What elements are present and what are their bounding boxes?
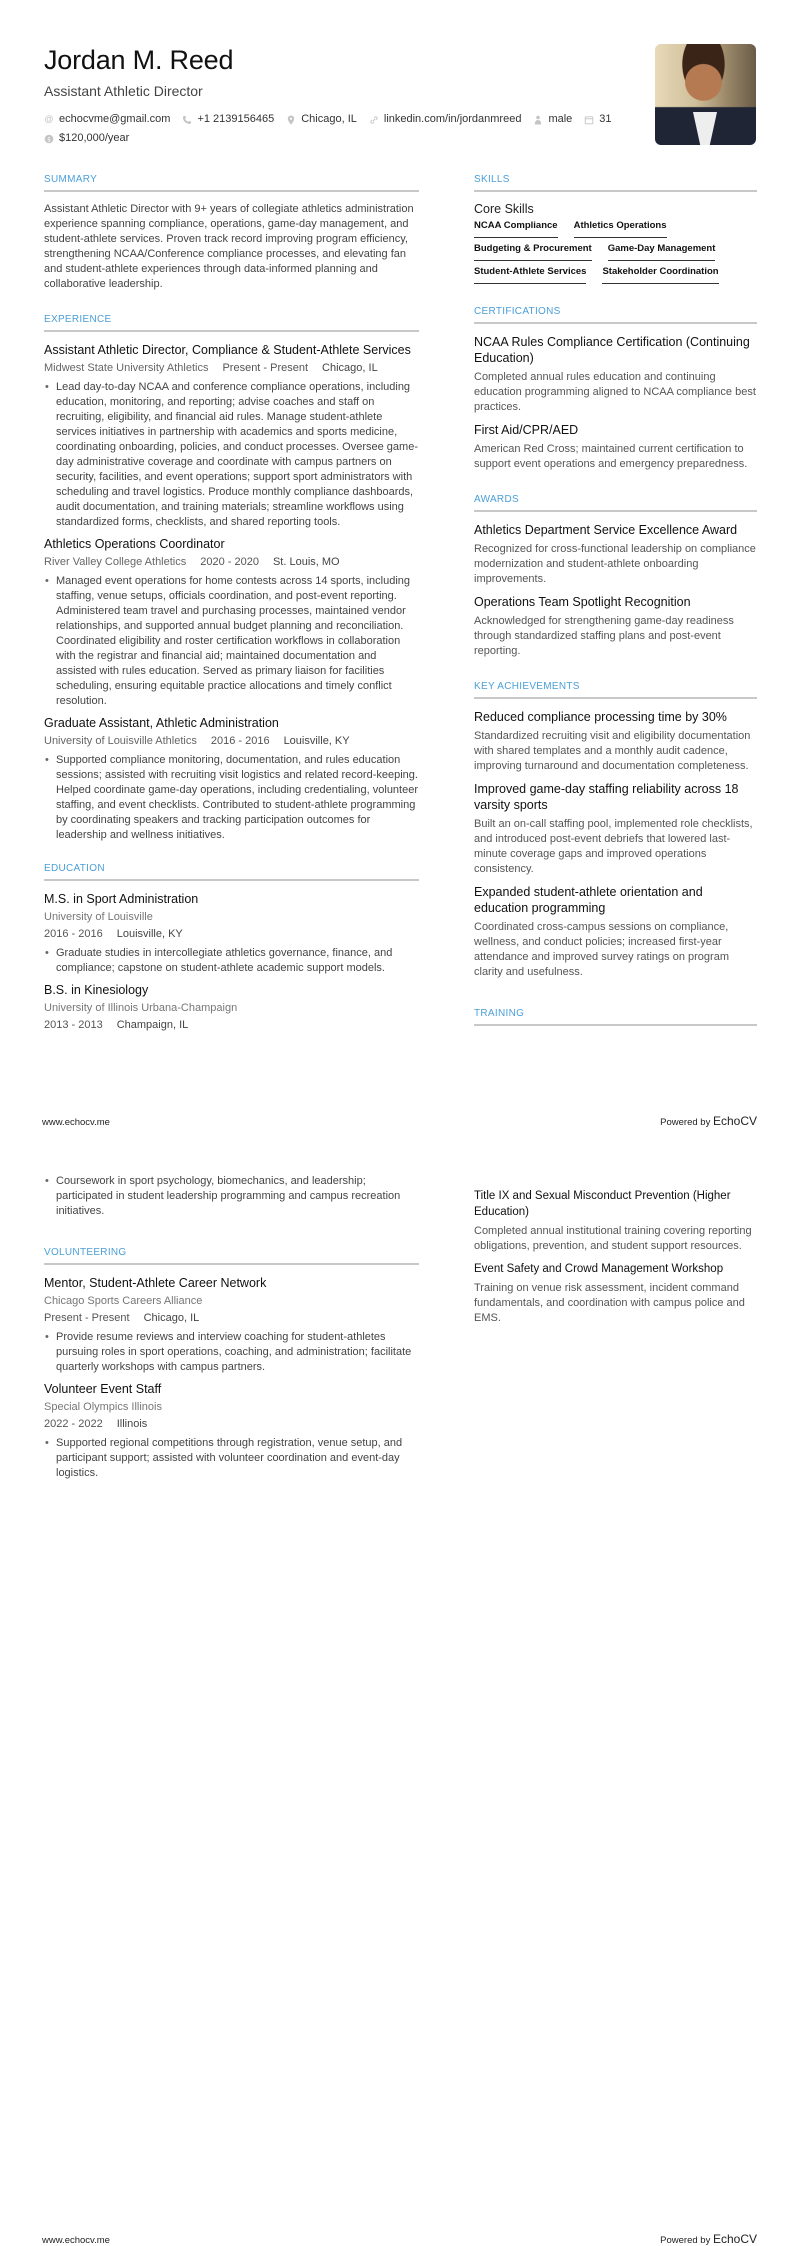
degree: M.S. in Sport Administration: [44, 892, 199, 906]
training-list: [474, 1188, 757, 1326]
money-icon: [44, 134, 54, 144]
job-meta: [44, 555, 419, 570]
skills-list: [474, 220, 757, 284]
summary-text: Assistant Athletic Director with 9+ years of collegiate athletics administration experience spanning compliance, operations, game-day management, and student-athlete services. Proven track record improving program efficiency, strengthening NCAA/Conference compliance processes, and elevating fan and student-athlete experiences through data-informed planning and collaborative leadership.: [44, 203, 414, 290]
education-entry: [44, 891, 419, 976]
achievement-desc: Coordinated cross-campus sessions on compliance, wellness, and conduct policies; increased first-year attendance and improved survey ratings on program clarity and usefulness.: [474, 921, 729, 978]
skill-chip: Game-Day Management: [608, 243, 716, 261]
volunteer-role: Volunteer Event Staff: [44, 1382, 162, 1396]
job-title: Graduate Assistant, Athletic Administration: [44, 716, 279, 730]
resume-page-2: [0, 1124, 794, 2246]
volunteer-dates: Present - Present: [44, 1312, 130, 1324]
summary-section: [44, 174, 419, 292]
skill-chip: Budgeting & Procurement: [474, 243, 592, 261]
experience-entry: [44, 342, 419, 530]
achievement-title: Improved game-day staffing reliability across 18 varsity sports: [474, 782, 739, 812]
education-meta: [44, 1018, 419, 1033]
echocv-brand[interactable]: EchoCV: [712, 1114, 757, 1128]
candidate-title: Assistant Athletic Director: [44, 83, 203, 99]
achievement-desc: Standardized recruiting visit and eligibility documentation with shared templates and a monthly audit cadence, improving turnaround and documentation completeness.: [474, 730, 751, 772]
certifications-section: [474, 306, 757, 472]
section-heading: SUMMARY: [44, 174, 419, 192]
education-entry: [44, 982, 419, 1033]
section-heading: AWARDS: [474, 494, 757, 512]
education-location: Champaign, IL: [116, 1019, 189, 1031]
skills-section: [474, 174, 757, 284]
right-column-continued: [474, 1188, 757, 1333]
left-column: [44, 174, 419, 1055]
skill-chip: Student-Athlete Services: [474, 266, 586, 284]
contact-email[interactable]: @ echocvme@gmail.com: [44, 113, 171, 125]
award-title: Athletics Department Service Excellence Award: [474, 523, 738, 537]
candidate-name: Jordan M. Reed: [44, 45, 234, 75]
contact-location: Chicago, IL: [286, 110, 357, 129]
experience-section: [44, 314, 419, 843]
volunteering-entry: [44, 1381, 419, 1481]
footer-website[interactable]: www.echocv.me: [42, 2235, 110, 2246]
job-meta: [44, 734, 419, 749]
achievement-title: Reduced compliance processing time by 30%: [474, 710, 727, 724]
echocv-brand[interactable]: EchoCV: [712, 2232, 757, 2246]
phone-icon: [182, 115, 192, 125]
job-dates: 2020 - 2020: [200, 556, 259, 568]
calendar-icon: [584, 115, 594, 125]
degree: B.S. in Kinesiology: [44, 983, 149, 997]
education-bullet: • Graduate studies in intercollegiate athletics governance, finance, and compliance; capstone on student-athlete academic support models.: [44, 946, 419, 976]
achievements-section: [474, 681, 757, 980]
section-heading: KEY ACHIEVEMENTS: [474, 681, 757, 699]
volunteer-role: Mentor, Student-Athlete Career Network: [44, 1276, 267, 1290]
job-bullet: • Managed event operations for home contests across 14 sports, including staffing, venue setups, officials coordination, and post-event reporting. Administered team travel and purchasing processes, maintained vendor relationships, and supported annual budget planning and reconciliation. Coordinated eligibility and roster certification workflows in collaboration with the registrar and financial aid; maintained documentation and assisted with rules education. Served as primary liaison for facilities scheduling, ensuring equitable practice allocations and timely conflict resolution.: [44, 574, 419, 709]
left-column-continued: [44, 1174, 419, 1503]
experience-entry: [44, 536, 419, 709]
volunteer-dates: 2022 - 2022: [44, 1418, 103, 1430]
right-column: [474, 174, 757, 1048]
award-title: Operations Team Spotlight Recognition: [474, 595, 691, 609]
volunteer-bullet: • Provide resume reviews and interview coaching for student-athletes pursuing roles in sport operations, coaching, and administration; facilitate quarterly workshops with campus partners.: [44, 1330, 419, 1375]
volunteer-org: Chicago Sports Careers Alliance: [44, 1295, 203, 1307]
volunteer-location: Illinois: [116, 1418, 148, 1430]
school: University of Louisville: [44, 911, 153, 923]
section-heading: SKILLS: [474, 174, 757, 192]
at-icon: @: [44, 114, 54, 124]
volunteer-org: Special Olympics Illinois: [44, 1401, 162, 1413]
section-heading: EDUCATION: [44, 863, 419, 881]
volunteer-meta: [44, 1311, 419, 1326]
education-dates: 2013 - 2013: [44, 1019, 103, 1031]
person-icon: [533, 115, 543, 125]
training-desc: Training on venue risk assessment, incident command fundamentals, and coordination with campus police and EMS.: [474, 1282, 745, 1324]
svg-text:$: $: [47, 135, 51, 143]
job-location: St. Louis, MO: [272, 556, 340, 568]
contact-phone[interactable]: +1 2139156465: [182, 110, 274, 129]
job-bullet: • Lead day-to-day NCAA and conference compliance operations, including education, monitoring, and reporting; advise coaches and staff on recruiting, eligibility, and financial aid rules. Manage student-athlete services initiatives in partnership with academics and sports medicine, coordinating onboarding, policies, and conduct processes. Oversee game-day administrative coverage and coordinate with campus partners on security, facilities, and event operations; support sport administrators with scheduling and travel logistics. Produce monthly compliance dashboards, audit documentation, and training materials; streamline workflows using standardized forms, checklists, and shared reporting tools.: [44, 380, 419, 530]
contact-salary: $ $120,000/year: [44, 129, 129, 148]
education-continued: [44, 1174, 419, 1219]
certification-title: First Aid/CPR/AED: [474, 423, 579, 437]
education-section: [44, 863, 419, 1033]
contact-gender: male: [533, 110, 572, 129]
achievement-title: Expanded student-athlete orientation and education programming: [474, 885, 703, 915]
experience-entry: [44, 715, 419, 843]
volunteer-location: Chicago, IL: [143, 1312, 200, 1324]
training-title: Title IX and Sexual Misconduct Prevention (Higher Education): [474, 1190, 731, 1218]
education-dates: 2016 - 2016: [44, 928, 103, 940]
certification-desc: Completed annual rules education and continuing education programming aligned to NCAA compliance best practices.: [474, 371, 756, 413]
page-footer: [42, 2232, 757, 2246]
education-bullet: • Coursework in sport psychology, biomechanics, and leadership; participated in student leadership programming and campus recreation initiatives.: [44, 1174, 419, 1219]
contact-linkedin[interactable]: linkedin.com/in/jordanmreed: [369, 110, 522, 129]
profile-photo: [655, 44, 756, 145]
training-title: Event Safety and Crowd Management Workshop: [474, 1263, 724, 1275]
training-desc: Completed annual institutional training covering reporting obligations, prevention, and student support resources.: [474, 1225, 752, 1252]
job-dates: Present - Present: [222, 362, 309, 374]
volunteer-meta: [44, 1417, 419, 1432]
school: University of Illinois Urbana-Champaign: [44, 1002, 238, 1014]
education-meta: [44, 927, 419, 942]
award-desc: Acknowledged for strengthening game-day readiness through standardized staffing plans and post-event reporting.: [474, 615, 734, 657]
volunteering-entry: [44, 1275, 419, 1375]
job-location: Chicago, IL: [322, 362, 378, 374]
skill-chip: Athletics Operations: [574, 220, 667, 238]
skill-chip: NCAA Compliance: [474, 220, 558, 238]
job-title: Assistant Athletic Director, Compliance & Student-Athlete Services: [44, 343, 411, 357]
volunteer-bullet: • Supported regional competitions through registration, venue setup, and participant support; assisted with volunteer coordination and event-day logistics.: [44, 1436, 419, 1481]
awards-section: [474, 494, 757, 659]
achievement-desc: Built an on-call staffing pool, implemented role checklists, and introduced post-event debriefs that lowered last-minute coverage gaps and improved operations consistency.: [474, 818, 753, 875]
location-pin-icon: [286, 115, 296, 125]
job-location: Louisville, KY: [283, 735, 350, 747]
job-title: Athletics Operations Coordinator: [44, 537, 225, 551]
skill-chip: Stakeholder Coordination: [602, 266, 718, 284]
contact-list: [44, 110, 644, 148]
award-desc: Recognized for cross-functional leadership on compliance modernization and student-athlete onboarding improvements.: [474, 543, 756, 585]
certification-desc: American Red Cross; maintained current certification to support event operations and emergency preparedness.: [474, 443, 748, 470]
footer-powered-by: Powered by EchoCV: [660, 1114, 757, 1128]
employer: University of Louisville Athletics: [44, 735, 197, 747]
education-location: Louisville, KY: [116, 928, 183, 940]
section-heading: EXPERIENCE: [44, 314, 419, 332]
employer: River Valley College Athletics: [44, 556, 187, 568]
section-heading: VOLUNTEERING: [44, 1247, 419, 1265]
volunteering-section: [44, 1247, 419, 1481]
section-heading: CERTIFICATIONS: [474, 306, 757, 324]
section-heading: TRAINING: [474, 1008, 757, 1026]
footer-website[interactable]: www.echocv.me: [42, 1117, 110, 1128]
link-icon: [369, 115, 379, 125]
resume-header: [44, 44, 644, 148]
job-dates: 2016 - 2016: [210, 735, 270, 747]
training-section: [474, 1008, 757, 1026]
job-meta: [44, 361, 419, 376]
contact-age: 31: [584, 110, 611, 129]
employer: Midwest State University Athletics: [44, 362, 209, 374]
certification-title: NCAA Rules Compliance Certification (Continuing Education): [474, 335, 750, 365]
footer-powered-by: Powered by EchoCV: [660, 2232, 757, 2246]
skills-group-title: Core Skills: [474, 202, 534, 216]
job-bullet: • Supported compliance monitoring, documentation, and rules education sessions; assisted with recruiting visit logistics and related record-keeping. Helped coordinate game-day operations, including credentialing, volunteer staffing, and event checklists. Contributed to student-athlete programming by coordinating speakers and tracking participation outcomes for leadership and wellness initiatives.: [44, 753, 419, 843]
